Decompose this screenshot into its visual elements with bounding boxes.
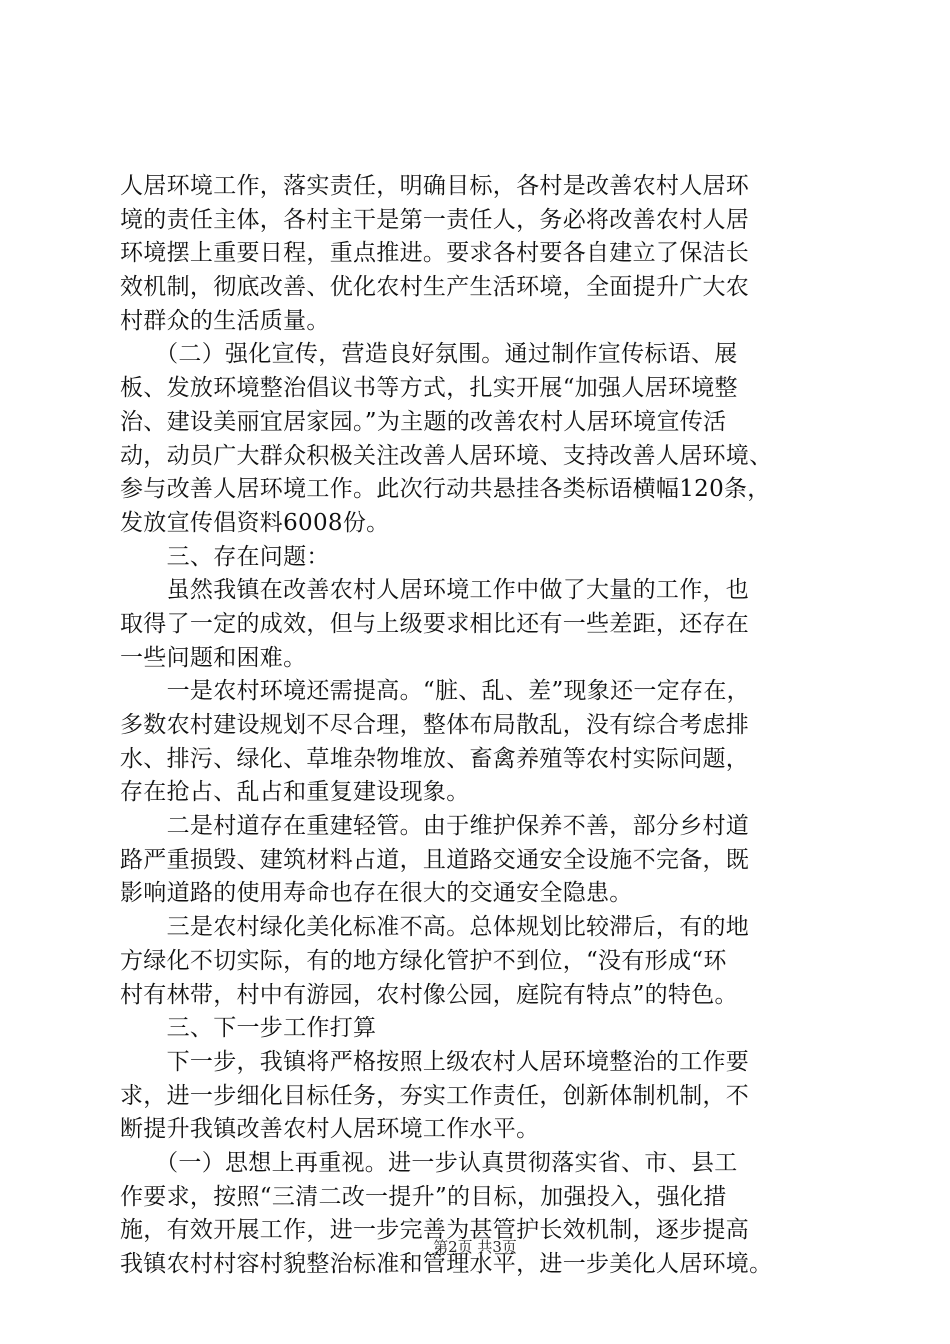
text-line: 影响道路的使用寿命也存在很大的交通安全隐患。 <box>120 880 633 907</box>
text-line: 存在抢占、乱占和重复建设现象。 <box>120 779 470 806</box>
text-line: 求，进一步细化目标任务，夯实工作责任，创新体制机制，不 <box>120 1082 750 1109</box>
text-line: 一是农村环境还需提高。“脏、乱、差”现象还一定存在， <box>120 678 750 705</box>
text-line: 断提升我镇改善农村人居环境工作水平。 <box>120 1116 540 1143</box>
text-line: 三、下一步工作打算 <box>120 1015 377 1042</box>
text-line: 治、建设美丽宜居家园。”为主题的改善农村人居环境宣传活 <box>120 408 727 435</box>
text-line: 板、发放环境整治倡议书等方式，扎实开展“加强人居环境整 <box>120 375 738 402</box>
text-line: 参与改善人居环境工作。此次行动共悬挂各类标语横幅120条， <box>120 476 771 503</box>
text-line: 村群众的生活质量。 <box>120 307 330 334</box>
text-line: 发放宣传倡资料6008份。 <box>120 509 390 536</box>
text-line: 路严重损毁、建筑材料占道，且道路交通安全设施不完备，既 <box>120 846 750 873</box>
text-line: 方绿化不切实际，有的地方绿化管护不到位，“没有形成“环 <box>120 947 727 974</box>
text-line: 效机制，彻底改善、优化农村生产生活环境，全面提升广大农 <box>120 274 750 301</box>
text-line: 二是村道存在重建轻管。由于维护保养不善，部分乡村道 <box>120 813 750 840</box>
text-line: 下一步，我镇将严格按照上级农村人居环境整治的工作要 <box>120 1048 750 1075</box>
document-body <box>120 170 840 1282</box>
text-line: 虽然我镇在改善农村人居环境工作中做了大量的工作，也 <box>120 577 750 604</box>
text-line: 村有林带，村中有游园，农村像公园，庭院有特点”的特色。 <box>120 981 738 1008</box>
page-footer: 第2页 共3页 <box>433 1238 517 1256</box>
text-line: 环境摆上重要日程，重点推进。要求各村要各自建立了保洁长 <box>120 240 750 267</box>
text-line: 水、排污、绿化、草堆杂物堆放、畜禽养殖等农村实际问题， <box>120 745 750 772</box>
text-line: 一些问题和困难。 <box>120 644 307 671</box>
text-line: 三是农村绿化美化标准不高。总体规划比较滞后，有的地 <box>120 914 750 941</box>
text-line: 三、存在问题： <box>120 543 330 570</box>
text-line: 动，动员广大群众积极关注改善人居环境、支持改善人居环境、 <box>120 442 773 469</box>
text-line: 施，有效开展工作，进一步完善为甚管护长效机制，逐步提高 <box>120 1217 750 1244</box>
text-line: 境的责任主体，各村主干是第一责任人，务必将改善农村人居 <box>120 206 750 233</box>
text-line: 作要求，按照“三清二改一提升”的目标，加强投入，强化措 <box>120 1183 727 1210</box>
text-line: （二）强化宣传，营造良好氛围。通过制作宣传标语、展 <box>120 341 738 368</box>
text-line: 多数农村建设规划不尽合理，整体布局散乱，没有综合考虑排 <box>120 712 750 738</box>
text-line: 我镇农村村容村貌整治标准和管理水平，进一步美化人居环境。 <box>120 1251 773 1277</box>
text-line: （一）思想上再重视。进一步认真贯彻落实省、市、县工 <box>120 1149 738 1176</box>
text-line: 人居环境工作，落实责任，明确目标，各村是改善农村人居环 <box>120 173 750 199</box>
text-line: 取得了一定的成效，但与上级要求相比还有一些差距，还存在 <box>120 610 750 637</box>
